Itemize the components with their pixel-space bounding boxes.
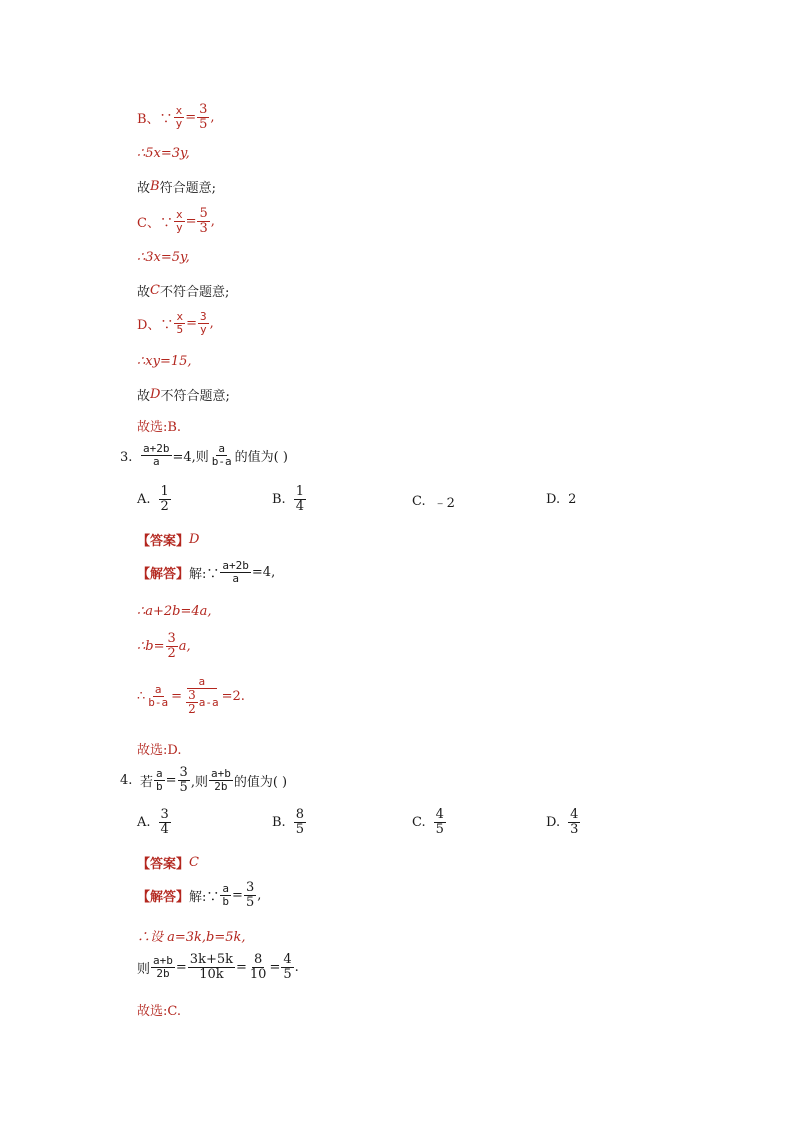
question-4-number: 4. xyxy=(120,773,133,788)
fraction: $\frac{4}{5}$ xyxy=(435,807,444,838)
fraction: $\frac{4}{5}$ xyxy=(283,952,292,983)
fraction: $\frac{8}{5}$ xyxy=(295,807,304,838)
q4-option-a: A. $\frac{3}{4}$ xyxy=(137,807,169,838)
option-b-conclusion: 故 B 符合题意; xyxy=(137,179,216,196)
option-c-condition: C、∵ $\frac{x}{y}$ = $\frac{5}{3}$ , xyxy=(137,206,215,237)
fraction: $\frac{3}{4}$ xyxy=(160,807,169,838)
fraction: $\frac{3k+5k}{10k}$ xyxy=(189,952,233,983)
fraction: $\frac{3}{y}$ xyxy=(199,310,207,337)
q3-final-choice: 故选:D. xyxy=(137,743,182,758)
fraction: $\frac{3}{5}$ xyxy=(199,102,208,133)
q3-step-3: ∴ $\frac{a}{b-a}$ = a $\frac{3}{2}$ a-a =2. xyxy=(137,675,245,717)
question-3-stem: $\frac{a+2b}{a}$ =4,则 $\frac{a}{b-a}$ 的值为( ) xyxy=(143,442,288,469)
fraction: $\frac{a+b}{2b}$ xyxy=(210,767,231,794)
q2-final-choice: 故选:B. xyxy=(137,420,182,435)
q3-option-d: D. 2 xyxy=(546,492,577,507)
q4-option-d: D. $\frac{4}{3}$ xyxy=(546,807,579,838)
option-c-label: C、∵ xyxy=(137,216,173,232)
fraction: $\frac{3}{2}$ xyxy=(167,631,176,662)
fraction: $\frac{a}{b-a}$ xyxy=(211,442,232,469)
option-b-label: B、∵ xyxy=(137,112,173,128)
fraction: $\frac{1}{2}$ xyxy=(160,484,169,515)
fraction: $\frac{x}{y}$ xyxy=(175,208,183,235)
fraction: $\frac{x}{5}$ xyxy=(176,310,184,337)
q3-option-a: A. $\frac{1}{2}$ xyxy=(137,484,169,515)
option-d-therefore: ∴xy=15, xyxy=(137,354,192,369)
fraction: $\frac{5}{3}$ xyxy=(199,206,208,237)
option-d-condition: D、∵ $\frac{x}{5}$ = $\frac{3}{y}$ , xyxy=(137,310,214,337)
fraction: $\frac{a+2b}{a}$ xyxy=(222,559,249,586)
fraction: $\frac{a}{b-a}$ xyxy=(148,682,169,709)
fraction: $\frac{1}{4}$ xyxy=(295,484,304,515)
fraction: $\frac{3}{5}$ xyxy=(245,880,255,911)
option-b-condition: B、∵ $\frac{x}{y}$ = $\frac{3}{5}$ , xyxy=(137,102,215,133)
fraction: $\frac{a+b}{2b}$ xyxy=(153,954,173,981)
fraction: $\frac{3}{5}$ xyxy=(179,765,188,796)
fraction: $\frac{x}{y}$ xyxy=(175,104,183,131)
q3-answer: 【答案】 D xyxy=(137,532,200,549)
compound-fraction: a $\frac{3}{2}$ a-a xyxy=(188,675,219,717)
q3-solution: 【解答】 解:∵ $\frac{a+2b}{a}$ =4, xyxy=(137,559,276,586)
q4-step-2: 则 $\frac{a+b}{2b}$ = $\frac{3k+5k}{10k}$ = $\frac{8}{10}$ = $\frac{4}{5}$ . xyxy=(137,952,299,983)
q4-option-c: C. $\frac{4}{5}$ xyxy=(412,807,444,838)
q4-option-b: B. $\frac{8}{5}$ xyxy=(272,807,304,838)
q4-step-1: ∴设 a=3k,b=5k, xyxy=(137,930,246,945)
q3-step-1: ∴a+2b=4a, xyxy=(137,604,212,619)
fraction: $\frac{3}{2}$ xyxy=(188,688,196,717)
question-4-stem: 若 $\frac{a}{b}$ = $\frac{3}{5}$ ,则 $\frac{a+b}{2b}$ 的值为( ) xyxy=(140,765,288,796)
option-c-conclusion: 故 C 不符合题意; xyxy=(137,283,230,300)
fraction: $\frac{a}{b}$ xyxy=(222,882,230,909)
q3-step-2: ∴b= $\frac{3}{2}$ a, xyxy=(137,631,191,662)
fraction: $\frac{8}{10}$ xyxy=(249,952,267,983)
q4-solution: 【解答】 解:∵ $\frac{a}{b}$ = $\frac{3}{5}$ , xyxy=(137,880,262,911)
q4-answer: 【答案】 C xyxy=(137,855,199,872)
fraction: $\frac{a+2b}{a}$ xyxy=(143,442,170,469)
option-d-label: D、∵ xyxy=(137,318,174,334)
option-b-therefore: ∴5x=3y, xyxy=(137,146,190,161)
option-c-therefore: ∴3x=5y, xyxy=(137,250,190,265)
question-3-number: 3. xyxy=(120,450,133,465)
q3-option-c: C. ﹣2 xyxy=(412,494,455,511)
fraction: $\frac{4}{3}$ xyxy=(570,807,579,838)
q4-final-choice: 故选:C. xyxy=(137,1004,181,1019)
q3-option-b: B. $\frac{1}{4}$ xyxy=(272,484,304,515)
fraction: $\frac{a}{b}$ xyxy=(156,767,163,794)
option-d-conclusion: 故 D 不符合题意; xyxy=(137,387,230,404)
